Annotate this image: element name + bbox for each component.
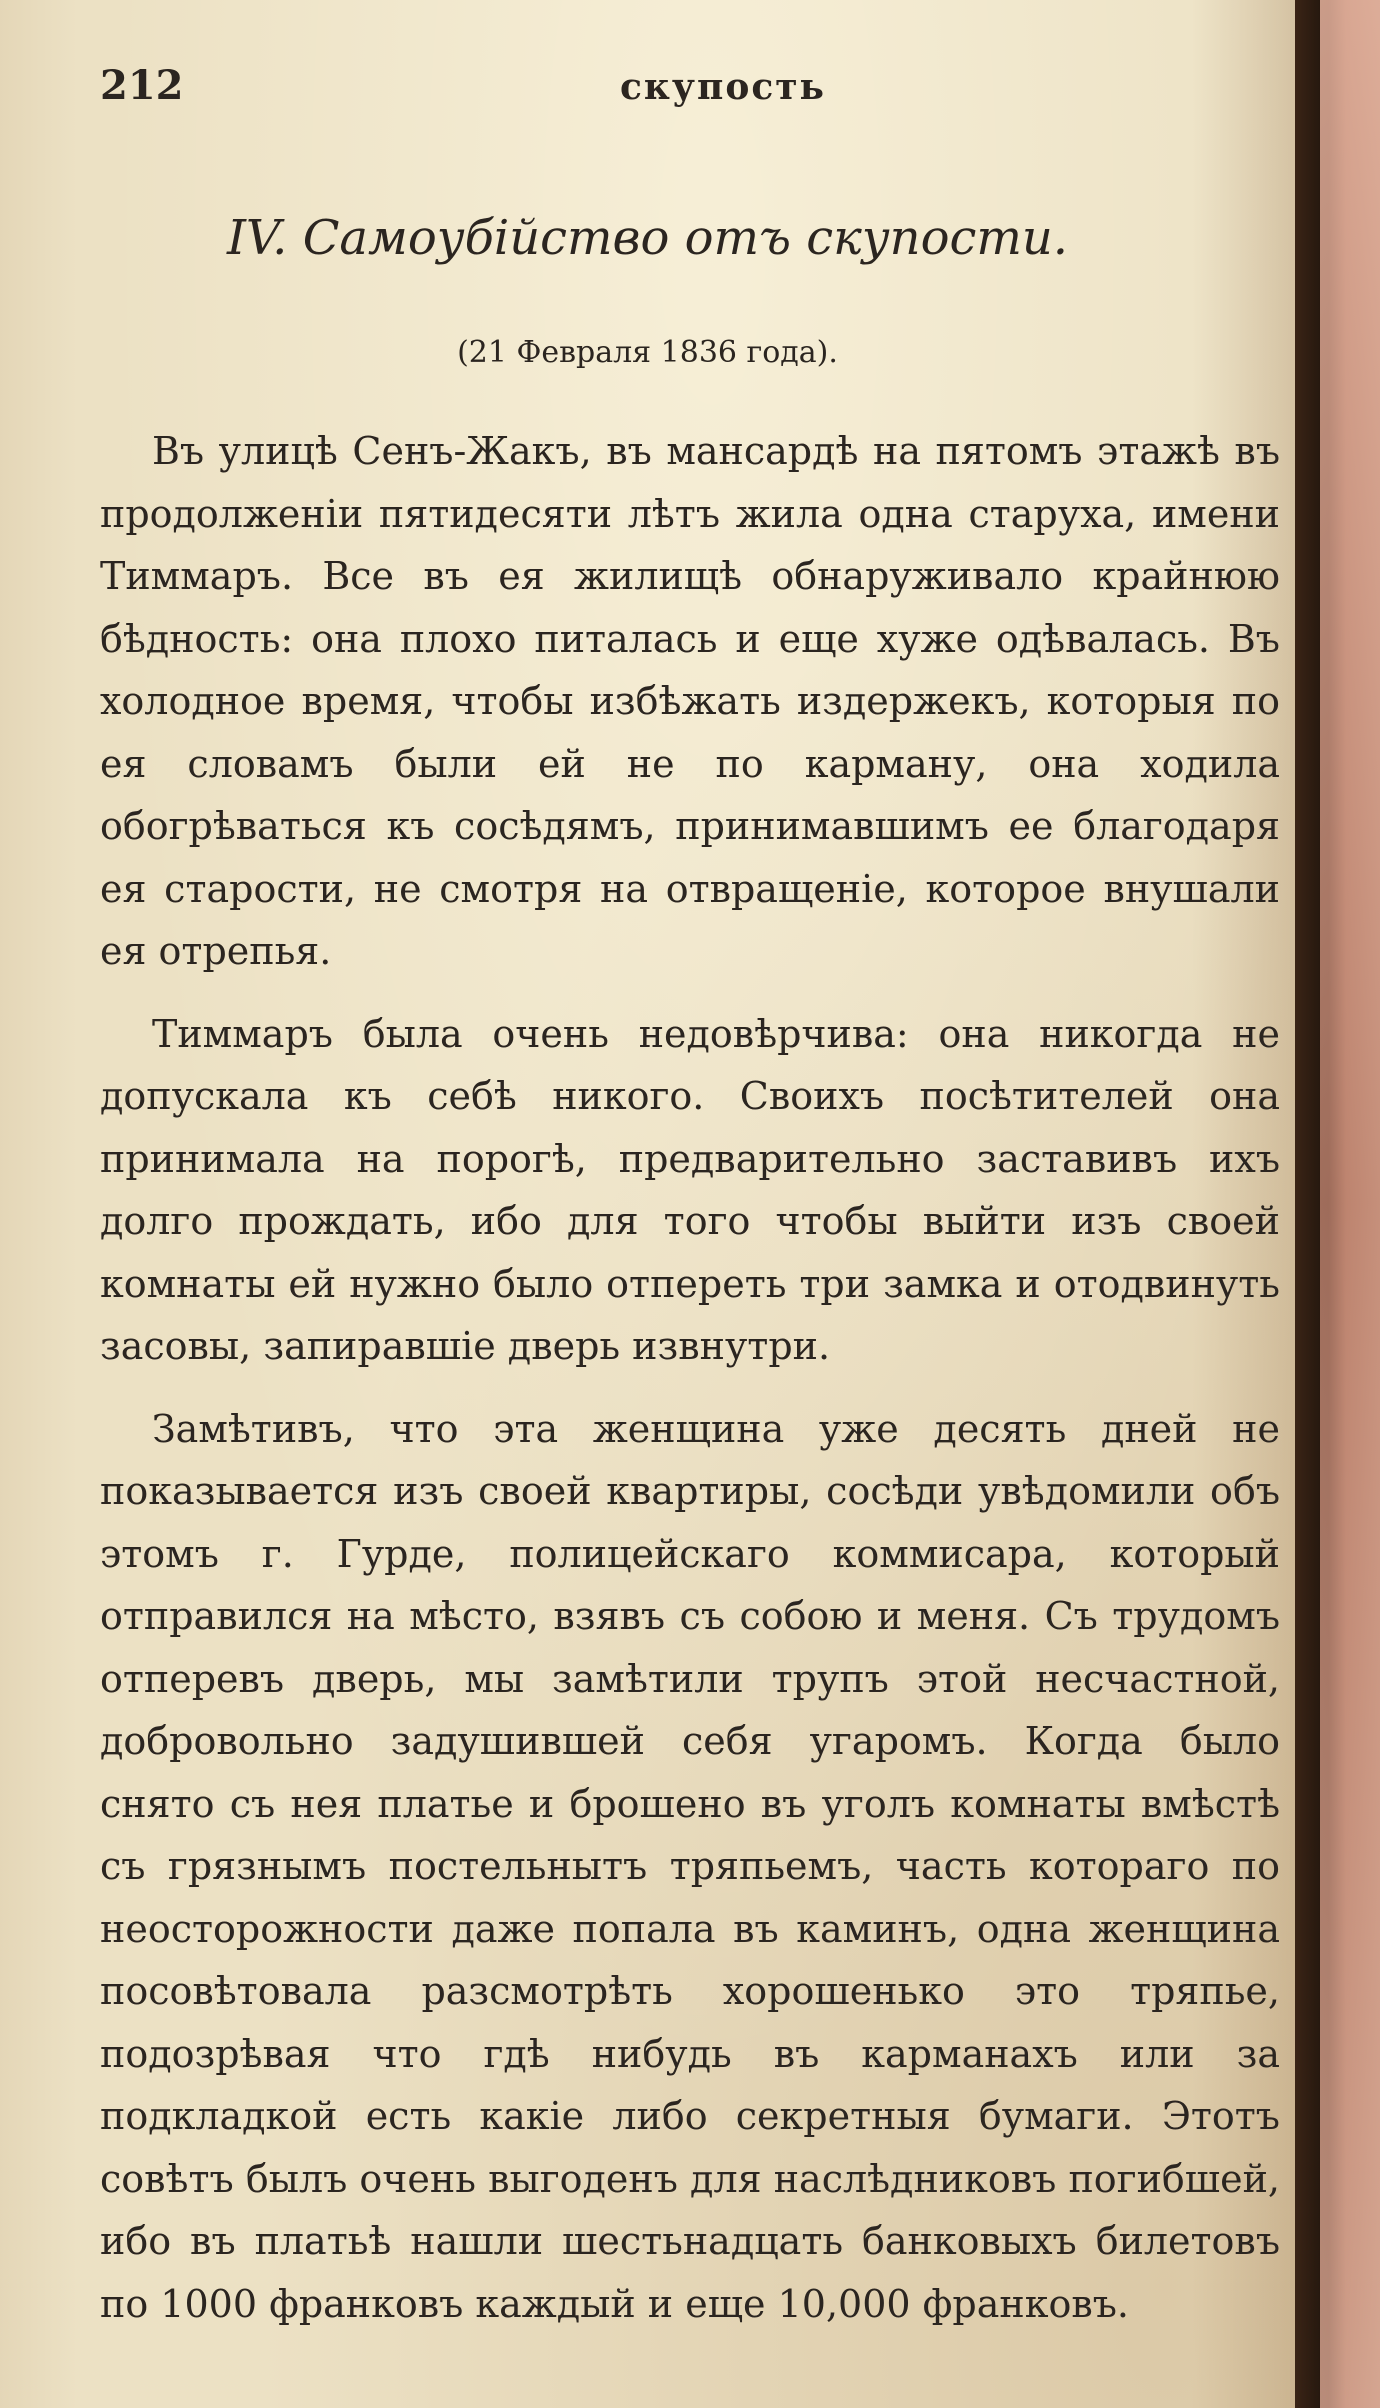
running-head: скупость (620, 66, 826, 108)
section-title: IV. Самоубійство отъ скупости. (226, 210, 1069, 266)
book-page-edge (1295, 0, 1380, 2408)
body-text (100, 420, 1280, 2355)
section-date: (21 Февраля 1836 года). (457, 335, 838, 370)
paragraph: Замѣтивъ, что эта женщина уже десять дней не показывается изъ своей квартиры, сосѣди увѣдомили объ этомъ г. Гурде, полицейскаго коммисара, который отправился на мѣсто, взявъ съ собою и меня. Съ трудомъ отперевъ дверь, мы замѣтили трупъ этой несчастной, добровольно задушившей себя угаромъ. Когда было снято съ нея платье и брошено въ уголъ комнаты вмѣстѣ съ грязнымъ постельнытъ тряпьемъ, часть котораго по неосторожности даже попала въ каминъ, одна женщина посовѣтовала разсмотрѣть хорошенько это тряпье, подозрѣвая что гдѣ нибудь въ карманахъ или за подкладкой есть какіе либо секретныя бумаги. Этотъ совѣтъ былъ очень выгоденъ для наслѣдниковъ погибшей, ибо въ платьѣ нашли шестьнадцать банковыхъ билетовъ по 1000 франковъ каждый и еще 10,000 франковъ. (100, 1406, 1280, 2326)
page-number: 212 (100, 62, 184, 109)
paragraph: Въ улицѣ Сенъ-Жакъ, въ мансардѣ на пятомъ этажѣ въ продолженіи пятидесяти лѣтъ жила одна старуха, имени Тиммаръ. Все въ ея жилищѣ обнаруживало крайнюю бѣдность: она плохо питалась и еще хуже одѣвалась. Въ холодное время, чтобы избѣжать издержекъ, которыя по ея словамъ были ей не по карману, она ходила обогрѣваться къ сосѣдямъ, принимавшимъ ее благодаря ея старости, не смотря на отвращеніе, которое внушали ея отрепья. (100, 429, 1280, 973)
page-header (100, 62, 1240, 112)
paragraph: Тиммаръ была очень недовѣрчива: она никогда не допускала къ себѣ никого. Своихъ посѣтителей она принимала на порогѣ, предварительно заставивъ ихъ долго прождать, ибо для того чтобы выйти изъ своей комнаты ей нужно было отпереть три замка и отодвинуть засовы, запиравшіе дверь извнутри. (100, 1011, 1280, 1368)
